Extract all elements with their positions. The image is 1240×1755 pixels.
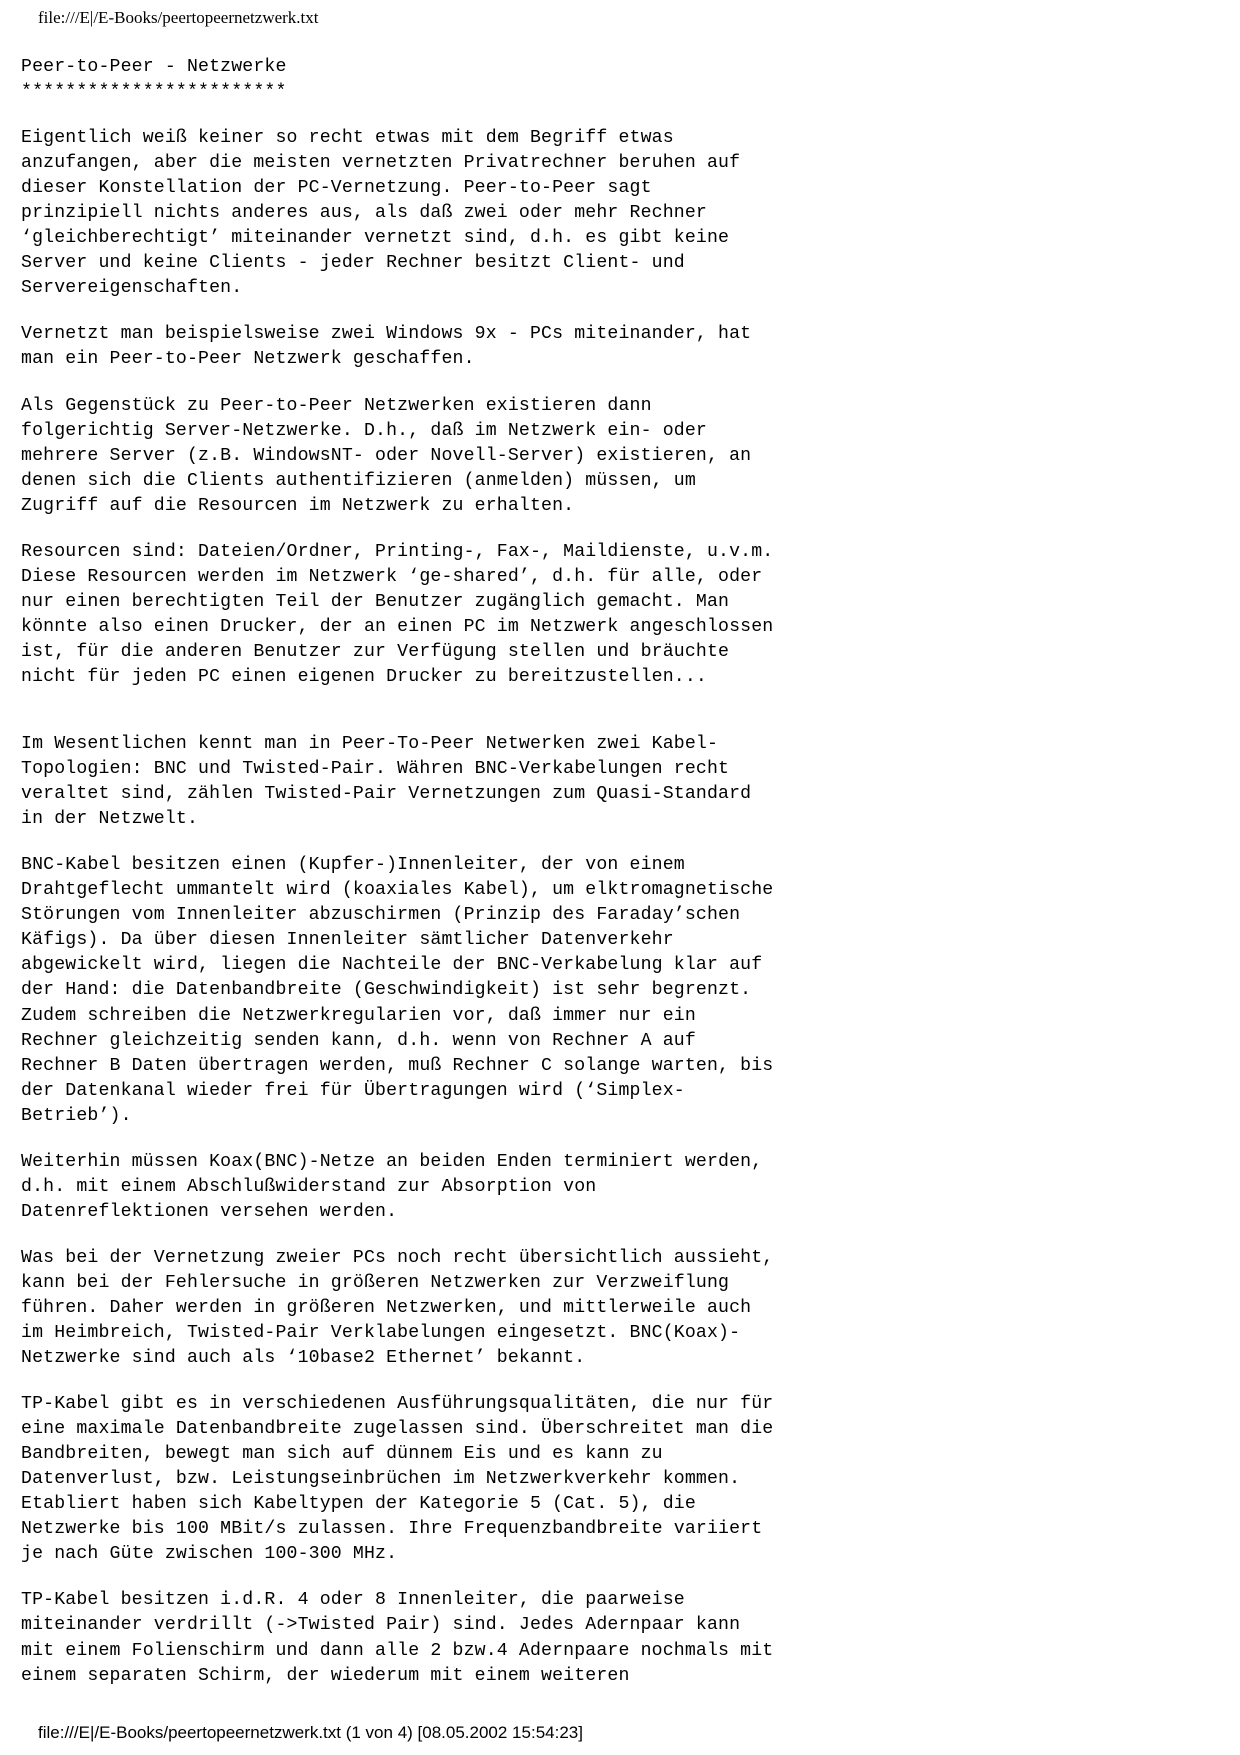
paragraph-tp-conductors: TP-Kabel besitzen i.d.R. 4 oder 8 Innenleiter, die paarweise miteinander verdrillt (->Twisted Pair) sind. Jedes Adernpaar kann mit einem Folienschirm und dann alle 2 bzw.4 Adernpaare nochmals mit einem separaten Schirm, der wiederum mit einem weiteren	[21, 1590, 774, 1686]
paragraph-twisted-pair: Was bei der Vernetzung zweier PCs noch recht übersichtlich aussieht, kann bei der Fehlersuche in größeren Netzwerken zur Verzweiflung führen. Daher werden in größeren Netzwerken, und mittlerweile auch im Heimbreich, Twisted-Pair Verklabelungen eingesetzt. BNC(Koax)- Netzwerke sind auch als ‘10base2 Ethernet’ bekannt.	[21, 1247, 774, 1369]
title-underline: ************************	[21, 82, 287, 103]
paragraph-windows-example: Vernetzt man beispielsweise zwei Windows 9x - PCs miteinander, hat man ein Peer-to-Peer Netzwerk geschaffen.	[21, 324, 752, 370]
document-body	[21, 55, 1221, 1710]
paragraph-server-networks: Als Gegenstück zu Peer-to-Peer Netzwerken existieren dann folgerichtig Server-Netzwerke. D.h., daß im Netzwerk ein- oder mehrere Server (z.B. WindowsNT- oder Novell-Server) existieren, an denen sich die Clients authentifizieren (anmelden) müssen, um Zugriff auf die Resourcen im Netzwerk zu erhalten.	[21, 395, 752, 516]
print-footer: file:///E|/E-Books/peertopeernetzwerk.txt (1 von 4) [08.05.2002 15:54:23]	[38, 1723, 583, 1742]
paragraph-termination: Weiterhin müssen Koax(BNC)-Netze an beiden Enden terminiert werden, d.h. mit einem Abschlußwiderstand zur Absorption von Datenreflektionen versehen werden.	[21, 1151, 763, 1222]
print-header-url: file:///E|/E-Books/peertopeernetzwerk.txt	[38, 8, 319, 27]
paragraph-resources: Resourcen sind: Dateien/Ordner, Printing-, Fax-, Maildienste, u.v.m. Diese Resourcen werden im Netzwerk ‘ge-shared’, d.h. für alle, oder nur einen berechtigten Teil der Benutzer zugänglich gemacht. Man könnte also einen Drucker, der an einen PC im Netzwerk angeschlossen ist, für die anderen Benutzer zur Verfügung stellen und bräuchte nicht für jeden PC einen eigenen Drucker zu bereitzustellen...	[21, 541, 774, 687]
paragraph-bnc-cable: BNC-Kabel besitzen einen (Kupfer-)Innenleiter, der von einem Drahtgeflecht ummantelt wird (koaxiales Kabel), um elktromagnetische Störungen vom Innenleiter abzuschirmen (Prinzip des Faraday’schen Käfigs). Da über diesen Innenleiter sämtlicher Datenverkehr abgewickelt wird, liegen die Nachteile der BNC-Verkabelung klar auf der Hand: die Datenbandbreite (Geschwindigkeit) ist sehr begrenzt. Zudem schreiben die Netzwerkregularien vor, daß immer nur ein Rechner gleichzeitig senden kann, d.h. wenn von Rechner A auf Rechner B Daten übertragen werden, muß Rechner C solange warten, bis der Datenkanal wieder frei für Übertragungen wird (‘Simplex- Betrieb’).	[21, 855, 774, 1126]
paragraph-tp-quality: TP-Kabel gibt es in verschiedenen Ausführungsqualitäten, die nur für eine maximale Datenbandbreite zugelassen sind. Überschreitet man die Bandbreiten, bewegt man sich auf dünnem Eis und es kann zu Datenverlust, bzw. Leistungseinbrüchen im Netzwerkverkehr kommen. Etabliert haben sich Kabeltypen der Kategorie 5 (Cat. 5), die Netzwerke bis 100 MBit/s zulassen. Ihre Frequenzbandbreite variiert je nach Güte zwischen 100-300 MHz.	[21, 1394, 774, 1565]
document-title: Peer-to-Peer - Netzwerke	[21, 57, 287, 77]
paragraph-intro: Eigentlich weiß keiner so recht etwas mit dem Begriff etwas anzufangen, aber die meisten vernetzten Privatrechner beruhen auf dieser Konstellation der PC-Vernetzung. Peer-to-Peer sagt prinzipiell nichts anderes aus, als daß zwei oder mehr Rechner ‘gleichberechtigt’ miteinander vernetzt sind, d.h. es gibt keine Server und keine Clients - jeder Rechner besitzt Client- und Servereigenschaften.	[21, 128, 741, 299]
paragraph-topologies: Im Wesentlichen kennt man in Peer-To-Peer Netwerken zwei Kabel- Topologien: BNC und Twisted-Pair. Währen BNC-Verkabelungen recht veraltet sind, zählen Twisted-Pair Vernetzungen zum Quasi-Standard in der Netzwelt.	[21, 734, 752, 830]
